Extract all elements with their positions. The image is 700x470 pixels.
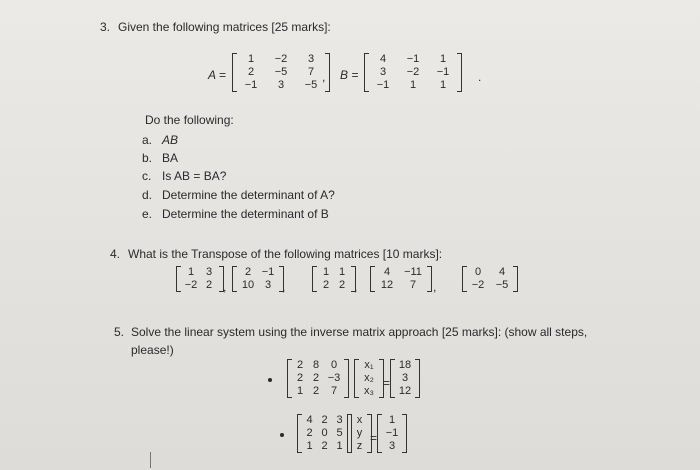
matrix-entry: −2 — [406, 66, 420, 78]
matrix-entry: 1 — [409, 79, 417, 91]
matrix-entry: 0 — [474, 266, 482, 278]
matrix-entry: 4 — [498, 266, 506, 278]
matrix-entry: −2 — [274, 53, 288, 65]
matrix-entry: 1 — [247, 53, 255, 65]
variable-entry: x₃ — [364, 385, 374, 397]
matrix-entry: 4 — [383, 266, 391, 278]
pen-mark — [150, 452, 151, 468]
matrix-entry: −2 — [471, 279, 485, 291]
constant-entry: 12 — [398, 385, 412, 397]
matrix-entry: 1 — [336, 440, 343, 452]
item-letter: a. — [142, 133, 153, 147]
comma: , — [282, 280, 286, 294]
matrix-entry: 1 — [439, 79, 447, 91]
matrix-entry: 1 — [439, 53, 447, 65]
q4-number: 4. — [110, 247, 121, 261]
matrix-entry: 3 — [336, 414, 343, 426]
matrix-entry: 1 — [338, 266, 346, 278]
transpose-matrix-3 — [312, 266, 356, 292]
system1-variable-vector — [354, 359, 384, 398]
matrix-entry: 10 — [241, 279, 255, 291]
matrix-entry: 12 — [380, 279, 394, 291]
matrix-entry: 8 — [312, 359, 320, 371]
q3-title: Given the following matrices [25 marks]: — [118, 20, 331, 34]
matrix-entry: 2 — [306, 427, 313, 439]
comma: , — [223, 280, 227, 294]
matrix-entry: −5 — [304, 79, 318, 91]
item-letter: d. — [142, 188, 153, 202]
system1-coefficient-matrix — [287, 359, 349, 398]
transpose-matrix-1 — [176, 266, 227, 294]
matrix-entry: −1 — [406, 53, 420, 65]
constant-entry: 3 — [388, 440, 396, 452]
variable-entry: x₂ — [364, 372, 374, 384]
matrix-entry: −1 — [376, 79, 390, 91]
matrix-entry: 2 — [338, 279, 346, 291]
item-text: Is AB = BA? — [162, 169, 227, 183]
matrix-entry: 3 — [205, 266, 213, 278]
q3-number: 3. — [100, 20, 111, 34]
matrix-entry: 2 — [247, 66, 255, 78]
matrix-b-label: B = — [340, 68, 359, 82]
matrix-entry: 1 — [322, 266, 330, 278]
matrix-entry: 3 — [307, 53, 315, 65]
constant-entry: 1 — [388, 414, 396, 426]
matrix-entry: 2 — [296, 372, 304, 384]
variable-entry: x — [356, 414, 363, 426]
matrix-entry: 2 — [322, 279, 330, 291]
matrix-entry: 0 — [321, 427, 328, 439]
bullet — [268, 378, 272, 382]
system2-coefficient-matrix — [297, 414, 352, 453]
item-text: AB — [162, 133, 179, 147]
matrix-entry: −1 — [244, 79, 258, 91]
matrix-b — [364, 53, 462, 92]
matrix-entry: 0 — [330, 359, 338, 371]
item-letter: c. — [142, 169, 152, 183]
q5-title-line2: please!) — [131, 343, 174, 357]
system2-variable-vector — [347, 414, 372, 453]
matrix-entry: 3 — [379, 66, 387, 78]
comma: , — [433, 280, 437, 294]
transpose-matrix-4 — [370, 266, 432, 292]
matrix-entry: 2 — [312, 372, 320, 384]
equals-sign: = — [370, 431, 378, 445]
comma: , — [354, 280, 358, 294]
q5-number: 5. — [114, 325, 125, 339]
q5-title-line1: Solve the linear system using the inverse matrix approach [25 marks]: (show all steps, — [131, 325, 588, 339]
constant-entry: 18 — [398, 359, 412, 371]
matrix-entry: 7 — [330, 385, 338, 397]
matrix-a-label: A = — [208, 68, 226, 82]
item-text: Determine the determinant of A? — [162, 188, 335, 202]
item-text: Determine the determinant of B — [162, 207, 329, 221]
matrix-entry: 3 — [264, 279, 272, 291]
matrix-a-comma: , — [322, 70, 326, 84]
item-text: BA — [162, 151, 179, 165]
variable-entry: y — [356, 427, 363, 439]
system2-constant-vector — [377, 414, 407, 453]
matrix-entry: −2 — [184, 279, 198, 291]
matrix-entry: 2 — [321, 414, 328, 426]
matrix-entry: 2 — [321, 440, 328, 452]
matrix-entry: 1 — [296, 385, 304, 397]
matrix-entry: 1 — [306, 440, 313, 452]
matrix-entry: 4 — [379, 53, 387, 65]
matrix-entry: −5 — [495, 279, 509, 291]
bullet — [280, 433, 284, 437]
constant-entry: 3 — [401, 372, 409, 384]
matrix-entry: 5 — [336, 427, 343, 439]
variable-entry: x₁ — [364, 359, 374, 371]
system1-constant-vector — [390, 359, 420, 398]
q4-title: What is the Transpose of the following matrices [10 marks]: — [128, 247, 443, 261]
matrix-entry: 2 — [244, 266, 252, 278]
do-following: Do the following: — [145, 113, 234, 127]
end-period: . — [478, 70, 482, 84]
matrix-entry: 4 — [306, 414, 313, 426]
matrix-a — [232, 53, 330, 92]
matrix-entry: −1 — [261, 266, 275, 278]
matrix-entry: 1 — [187, 266, 195, 278]
matrix-entry: −1 — [436, 66, 450, 78]
matrix-entry: −3 — [327, 372, 341, 384]
matrix-entry: −5 — [274, 66, 288, 78]
transpose-matrix-2 — [232, 266, 284, 292]
variable-entry: z — [356, 440, 363, 452]
matrix-entry: −11 — [404, 266, 422, 278]
matrix-entry: 7 — [409, 279, 417, 291]
matrix-entry: 2 — [312, 385, 320, 397]
matrix-entry: 2 — [205, 279, 213, 291]
item-letter: b. — [142, 151, 153, 165]
constant-entry: −1 — [385, 427, 399, 439]
matrix-entry: 2 — [296, 359, 304, 371]
matrix-entry: 3 — [277, 79, 285, 91]
item-letter: e. — [142, 207, 153, 221]
matrix-entry: 7 — [307, 66, 315, 78]
equals-sign: = — [383, 376, 391, 390]
transpose-matrix-5 — [462, 266, 518, 292]
